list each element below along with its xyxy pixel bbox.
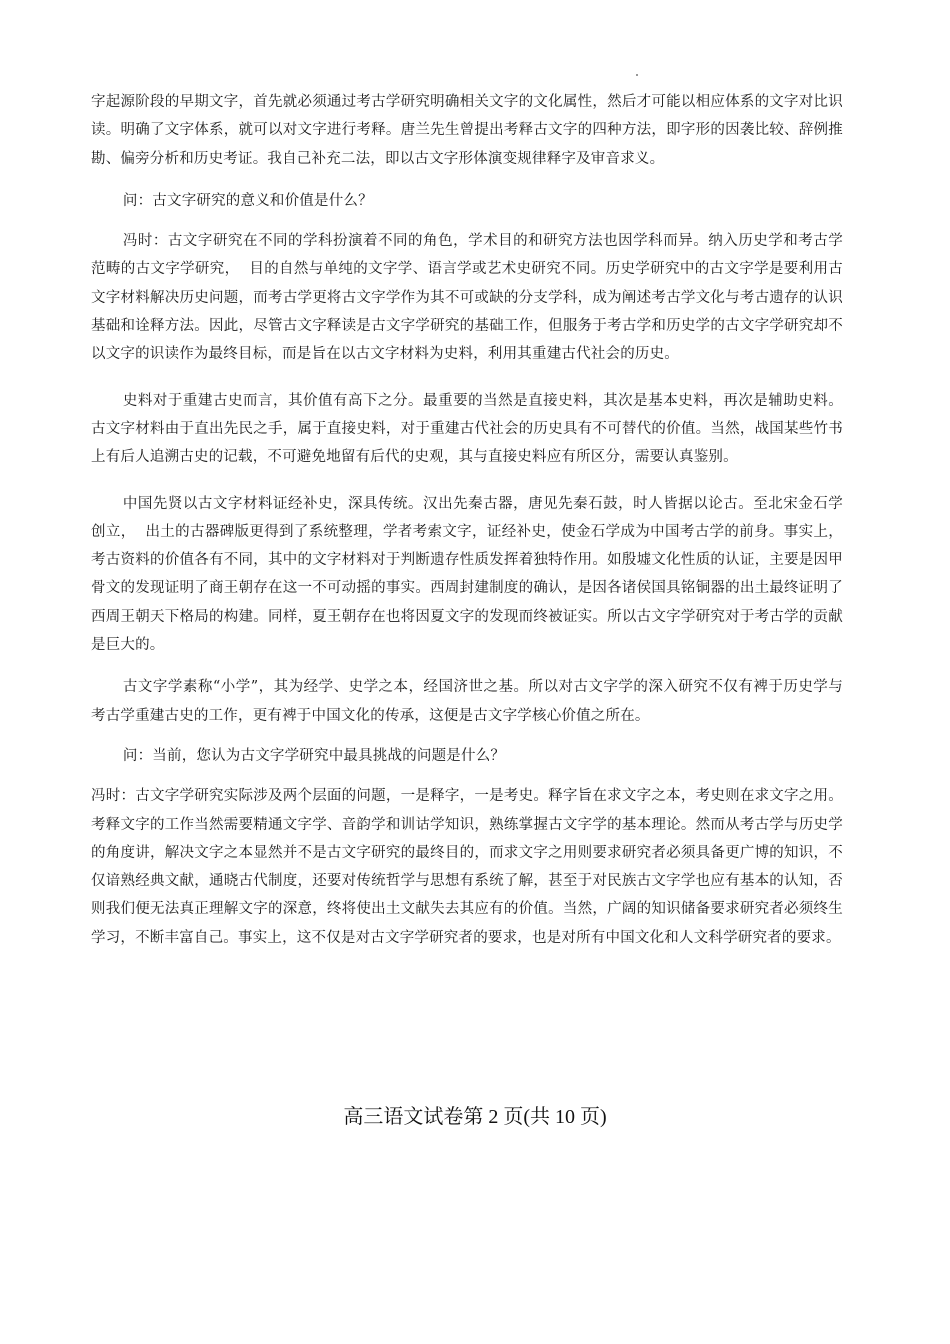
paragraph-historical-sources: 史料对于重建古史而言，其价值有高下之分。最重要的当然是直接史料，其次是基本史料，再次是辅助史料。古文字材料由于直出先民之手，属于直接史料，对于重建古代社会的历史具有不可替代的价值。当然，战国某些竹书上有后人追溯古史的记载，不可避免地留有后代的史观，其与直接史料应有所区分，需要认真鉴别。: [91, 392, 843, 466]
paragraph-xiaoxue: 古文字学素称“小学”，其为经学、史学之本，经国济世之基。所以对古文字学的深入研究不仅有裨于历史学与考古学重建古史的工作，更有裨于中国文化的传承，这便是古文字学核心价值之所在。: [91, 679, 843, 724]
question-challenges: 问：当前，您认为古文字学研究中最具挑战的问题是什么？: [122, 747, 506, 764]
page-footer: 高三语文试卷第 2 页(共 10 页): [343, 1106, 607, 1128]
question-meaning-value: 问：古文字研究的意义和价值是什么？: [122, 192, 373, 209]
article-body: [91, 88, 843, 952]
answer-feng-shi-2: 冯时：古文字学研究实际涉及两个层面的问题，一是释字，一是考史。释字旨在求文字之本，考史则在求文字之用。考释文字的工作当然需要精通文字学、音韵学和训诂学知识，熟练掌握古文字学的基本理论。然而从考古学与历史学的角度讲，解决文字之本显然并不是古文字研究的最终目的，而求文字之用则要求研究者必须具备更广博的知识，不仅谙熟经典文献，通晓古代制度，还要对传统哲学与思想有系统了解，甚至于对民族古文字学也应有基本的认知，否则我们便无法真正理解文字的深意，终将使出土文献失去其应有的价值。当然，广阔的知识储备要求研究者必须终生学习，不断丰富自己。事实上，这不仅是对古文字学研究者的要求，也是对所有中国文化和人文科学研究者的要求。: [91, 788, 843, 946]
stray-dot: [636, 74, 638, 76]
paragraph-continued: 字起源阶段的早期文字，首先就必须通过考古学研究明确相关文字的文化属性，然后才可能以相应体系的文字对比识读。明确了文字体系，就可以对文字进行考释。唐兰先生曾提出考释古文字的四种方法，即字形的因袭比较、辞例推勘、偏旁分析和历史考证。我自己补充二法，即以古文字形体演变规律释字及审音求义。: [91, 94, 843, 167]
paragraph-chinese-tradition: 中国先贤以古文字材料证经补史，深具传统。汉出先秦古器，唐见先秦石鼓，时人皆据以论古。至北宋金石学创立， 出土的古器碑版更得到了系统整理，学者考索文字，证经补史，使金石学成为中国考古学的前身。事实上，考古资料的价值各有不同，其中的文字材料对于判断遗存性质发挥着独特作用。如殷墟文化性质的认证，主要是因甲骨文的发现证明了商王朝存在这一不可动摇的事实。西周封建制度的确认，是因各诸侯国具铭铜器的出土最终证明了西周王朝天下格局的构建。同样，夏王朝存在也将因夏文字的发现而终被证实。所以古文字学研究对于考古学的贡献是巨大的。: [91, 495, 843, 654]
answer-feng-shi-1: 冯时：古文字研究在不同的学科扮演着不同的角色，学术目的和研究方法也因学科而异。纳入历史学和考古学范畴的古文字学研究， 目的自然与单纯的文字学、语言学或艺术史研究不同。历史学研究中的古文字学是要利用古文字材料解决历史问题，而考古学更将古文字学作为其不可或缺的分支学科，成为阐述考古学文化与考古遗存的认识基础和诠释方法。因此，尽管古文字释读是古文字学研究的基础工作，但服务于考古学和历史学的古文字学研究却不以文字的识读作为最终目标，而是旨在以古文字材料为史料，利用其重建古代社会的历史。: [91, 233, 843, 363]
